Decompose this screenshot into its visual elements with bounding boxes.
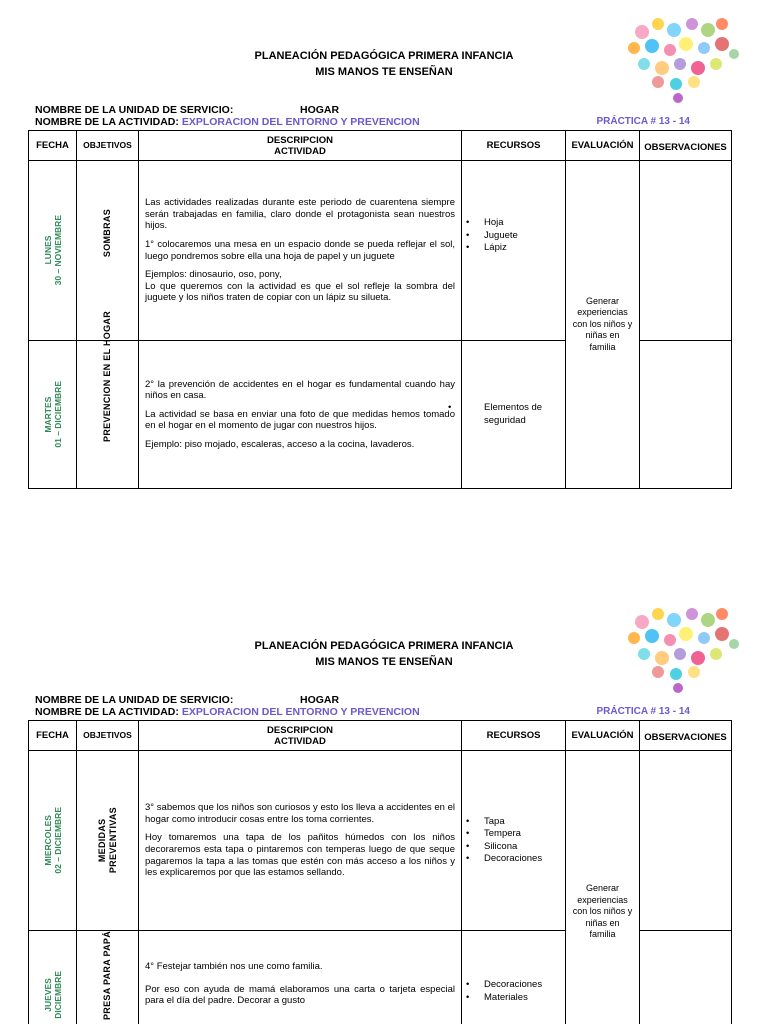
unit-line (35, 104, 340, 116)
observations-cell (640, 161, 732, 341)
practica-number: PRÁCTICA # 13 - 14 (596, 116, 690, 127)
list-item: • Hoja (466, 217, 565, 230)
objective-line1: MEDIDAS (96, 818, 107, 863)
date-cell (29, 161, 77, 341)
list-item: • Elementos de seguridad (466, 402, 565, 427)
planning-table (28, 130, 732, 489)
day-date: 30 – NOVIEMBRE (52, 215, 63, 286)
observations-cell (640, 341, 732, 489)
objective-label: PRESA PARA PAPÁ (102, 931, 112, 1021)
description-cell (139, 341, 462, 489)
description-paragraph: Hoy tomaremos una tapa de los pañitos húmedos con los niños decoraremos esta tapa o pintaremos con temperas luego de que seque pagaremos la tapa a las tomas que estén con más acceso a los niños y les explicaremos por que las estamos sellando. (145, 832, 455, 879)
date-cell (29, 751, 77, 931)
header-objetivos: OBJETIVOS (77, 131, 139, 161)
day-date: 02 – DICIEMBRE (52, 807, 63, 874)
resources-cell (462, 341, 566, 489)
observations-cell (640, 931, 732, 1024)
description-text (139, 379, 461, 451)
description-text (139, 802, 461, 879)
table-header-row (29, 721, 732, 751)
date-label (43, 381, 63, 448)
evaluation-cell (566, 161, 640, 489)
description-paragraph: 1° colocaremos una mesa en un espacio donde se pueda reflejar el sol, luego pondremos sobre ella una hoja de papel y un juguete (145, 238, 455, 262)
list-item: • Lápiz (466, 242, 565, 255)
table-row (29, 751, 732, 931)
resources-cell (462, 161, 566, 341)
description-paragraph: 3° sabemos que los niños son curiosos y esto los lleva a accidentes en el hogar como introducir cosas entre los toma corrientes. (145, 802, 455, 825)
description-paragraph: Ejemplos: dinosaurio, oso, pony, Lo que queremos con la actividad es que el sol refleje la sombra del juguete y los niños traten de copiar con un lápiz su silueta. (145, 269, 455, 304)
header-objetivos: OBJETIVOS (77, 721, 139, 751)
unit-value: HOGAR (300, 694, 340, 706)
objective-line2: PREVENTIVAS (107, 807, 118, 874)
objective-label: SOMBRAS (102, 209, 112, 258)
evaluation-text: Generar experiencias con los niños y niñas en familia (572, 295, 633, 352)
header-descripcion-line1: DESCRIPCION (267, 724, 333, 736)
day-name: JUEVES (42, 978, 53, 1012)
unit-value: HOGAR (300, 104, 340, 116)
sheet-subtitle: MIS MANOS TE ENSEÑAN (315, 66, 453, 78)
day-name: MIERCOLES (42, 815, 53, 866)
date-label (43, 807, 63, 874)
unit-label: NOMBRE DE LA UNIDAD DE SERVICIO: (35, 104, 234, 116)
day-date: DICIEMBRE (52, 971, 63, 1019)
day-name: MARTES (42, 396, 53, 433)
list-item: • Materiales (466, 992, 565, 1005)
resources-list (462, 979, 565, 1004)
sheet-title: PLANEACIÓN PEDAGÓGICA PRIMERA INFANCIA (254, 640, 514, 652)
objective-label (97, 807, 119, 873)
description-paragraph: Por eso con ayuda de mamá elaboramos una carta o tarjeta especial para el día del padre. Decorar a gusto (145, 983, 455, 1007)
description-paragraph: Las actividades realizadas durante este periodo de cuarentena siempre serán trabajadas en familia, claro donde el protagonista sean nuestros hijos. (145, 197, 455, 232)
resources-list (462, 816, 565, 866)
objective-cell (77, 751, 139, 931)
header-descripcion-line2: ACTIVIDAD (274, 145, 326, 157)
activity-value: EXPLORACION DEL ENTORNO Y PREVENCION (181, 116, 420, 128)
header-recursos: RECURSOS (462, 721, 566, 751)
activity-label: NOMBRE DE LA ACTIVIDAD: (35, 706, 179, 718)
list-item: • Juguete (466, 230, 565, 243)
header-descripcion-line2: ACTIVIDAD (274, 735, 326, 747)
header-fecha: FECHA (29, 131, 77, 161)
list-item: • Silicona (466, 841, 565, 854)
date-label (43, 971, 63, 1019)
header-descripcion-line1: DESCRIPCION (267, 134, 333, 146)
day-date: 01 – DICIEMBRE (52, 381, 63, 448)
unit-line (35, 694, 340, 706)
practica-number: PRÁCTICA # 13 - 14 (596, 706, 690, 717)
date-cell (29, 341, 77, 489)
header-recursos: RECURSOS (462, 131, 566, 161)
objective-cell (77, 311, 139, 489)
activity-line (35, 116, 420, 128)
activity-value: EXPLORACION DEL ENTORNO Y PREVENCION (181, 706, 420, 718)
header-descripcion (139, 721, 462, 751)
planning-table (28, 720, 732, 1024)
date-label (43, 215, 63, 285)
header-observaciones: OBSERVACIONES (640, 721, 732, 751)
description-cell (139, 751, 462, 931)
resources-cell (462, 751, 566, 931)
table-row (29, 161, 732, 341)
description-paragraph: 2° la prevención de accidentes en el hogar es fundamental cuando hay niños en casa. (145, 378, 455, 402)
resources-cell (462, 931, 566, 1024)
unit-label: NOMBRE DE LA UNIDAD DE SERVICIO: (35, 694, 234, 706)
header-descripcion (139, 131, 462, 161)
activity-label: NOMBRE DE LA ACTIVIDAD: (35, 116, 179, 128)
header-evaluacion: EVALUACIÓN (566, 131, 640, 161)
evaluation-cell (566, 751, 640, 1024)
header-evaluacion: EVALUACIÓN (566, 721, 640, 751)
description-cell (139, 161, 462, 341)
list-item: • Decoraciones (466, 979, 565, 992)
activity-line (35, 706, 420, 718)
list-item: • Tapa (466, 816, 565, 829)
day-name: LUNES (42, 236, 53, 265)
description-paragraph: 4° Festejar también nos une como familia. (145, 961, 323, 972)
observations-cell (640, 751, 732, 931)
description-paragraph: Ejemplo: piso mojado, escaleras, acceso a la cocina, lavaderos. (145, 438, 415, 450)
list-item: • Decoraciones (466, 853, 565, 866)
header-observaciones: OBSERVACIONES (640, 131, 732, 161)
date-cell (29, 931, 77, 1024)
header-fecha: FECHA (29, 721, 77, 751)
description-paragraph: La actividad se basa en enviar una foto de que medidas hemos tomado en el hogar en el momento de jugar con nuestros hijos. (145, 408, 455, 432)
resources-list (462, 402, 565, 427)
sheet-subtitle: MIS MANOS TE ENSEÑAN (315, 656, 453, 668)
objective-cell (77, 931, 139, 1024)
resources-list (462, 217, 565, 255)
objective-label: PREVENCION EN EL HOGAR (102, 311, 112, 442)
evaluation-text: Generar experiencias con los niños y niñas en familia (572, 883, 633, 939)
table-header-row (29, 131, 732, 161)
description-text (139, 961, 461, 1007)
sheet-title: PLANEACIÓN PEDAGÓGICA PRIMERA INFANCIA (254, 50, 514, 62)
list-item: • Tempera (466, 828, 565, 841)
description-cell (139, 931, 462, 1024)
description-text (139, 197, 461, 304)
